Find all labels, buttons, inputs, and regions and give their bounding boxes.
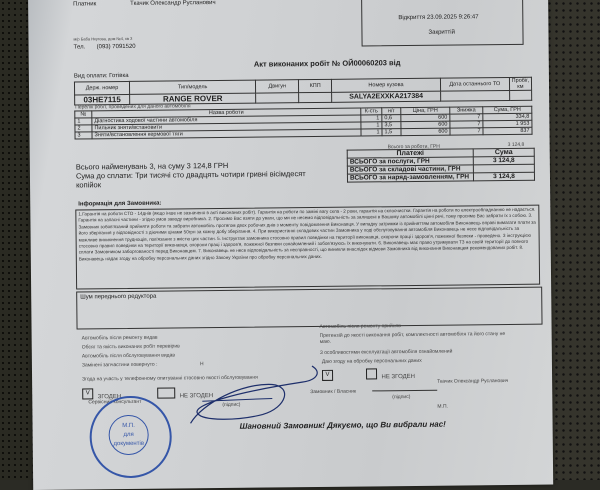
phone-label: Тел. bbox=[73, 44, 86, 51]
works-caption: Перелік робіт, проведених для даного автомобіля bbox=[75, 103, 191, 111]
seal-label: М.П. bbox=[437, 403, 448, 410]
summary-line-1: Всього найменувань 3, на суму 3 124,8 ГРН bbox=[75, 160, 229, 172]
vehicle-header: Держ. номер bbox=[74, 81, 129, 95]
works-header: № bbox=[75, 111, 92, 118]
table-row: 1 Діагностика ходової частини автомобіля 1 0,6 600 7 334,8 bbox=[75, 113, 532, 125]
vehicle-header: КПП bbox=[299, 79, 332, 92]
notes-box bbox=[76, 287, 542, 330]
works-total-value: 3 124,8 bbox=[507, 141, 525, 148]
data-consent-label: Даю згоду на обробку персональних даних bbox=[321, 357, 422, 365]
phone-survey-consent-label: Згода на участь у телефонному опитуванні стосовно якості обслуговування bbox=[82, 374, 258, 383]
mileage bbox=[509, 90, 531, 100]
parts-returned-value: Н bbox=[199, 361, 204, 368]
act-title: Акт виконаних робіт № ОЙ00060203 від bbox=[253, 58, 401, 69]
left-line: Автомобіль після ремонту видав bbox=[81, 334, 158, 342]
info-title: Інформація для Замовника: bbox=[78, 200, 162, 208]
vin: SALYA2EXXKA217384 bbox=[332, 91, 441, 102]
data-disagree-label: НЕ ЗГОДЕН bbox=[381, 373, 416, 381]
seat-edge bbox=[0, 0, 32, 480]
vehicle-header: Двигун bbox=[256, 80, 299, 93]
works-table bbox=[74, 106, 532, 140]
engine bbox=[256, 93, 299, 103]
gearbox bbox=[299, 92, 332, 102]
left-line: Обсяг та якість виконаних робіт перевірив bbox=[81, 343, 180, 351]
service-act-document bbox=[28, 0, 553, 490]
closed-label: Закриттій bbox=[428, 29, 455, 36]
table-row: ВСЬОГО за наряд-замовленням, ГРН 3 124,8 bbox=[347, 172, 534, 182]
right-line: Претензій до якості виконання робіт, комплектності автомобіля та його стану не маю. bbox=[319, 331, 506, 345]
stamp-inner bbox=[108, 415, 148, 455]
notes-text: Шум переднього редуктора bbox=[80, 293, 157, 301]
thanks-message: Шановний Замовник! Дякуємо, що Ви вибрали нас! bbox=[239, 419, 446, 431]
works-header: Назва роботи bbox=[92, 108, 361, 118]
works-header: Ціна, ГРН bbox=[401, 107, 450, 115]
survey-agree-label: ЗГОДЕН bbox=[97, 394, 122, 401]
table-row: 2 Пильник зняти/встановити 1 3,5 600 7 1 953 bbox=[75, 120, 532, 132]
summary-line-2: Сума до сплати: Три тисячі сто двадцять чотири гривні вісімдесят bbox=[75, 169, 306, 181]
company-stamp bbox=[89, 396, 172, 479]
plate-number: 03НЕ7115 bbox=[75, 94, 130, 105]
payments-header: Сума bbox=[473, 148, 534, 157]
data-agree-checkbox[interactable]: V bbox=[322, 370, 333, 381]
works-header: н/г bbox=[382, 108, 401, 115]
table-row: ВСЬОГО за складові частини, ГРН bbox=[347, 164, 534, 174]
info-text: 1.Гарантія на роботи СТО - 14днів (якщо інше не зазначено в акті виконаних робіт). Гарантія на роботи по заміні вагу скла - 2 роки, гарантія на склоочистки. Гарантія на роботи по електрообладнанню не надається. Гарантія на запасні частини - згідно умов заводу виробника. 2. Просимо Вас взяти до уваги, що ми не несемо відповідальність за залишені в Вашому автомобілі цінні речі, тому просимо Вас забрати їх з собою. 3. Замовник зобов'язаний прийняти роботи та забрати автомобіль протягом двох робочих днів з моменту повідомлення Виконавця. У випадку затримки із прийняттям автомобіля Виконавець вправі вимагати плати за його зберігання у відповідності з діючими цінами 50грн за кожну добу зберігання. 4. При використанні складових частин Замовника у ході обслуговування автомобіля Виконавець не несе відповідальність за можливе виникнення труднощів, пов'язаних з якістю цих частин. 5. Інструктаж замовника стосовно правил поведінки на території виконавця, охорони праці і здоров'я, пожежної безпеки - проведено. З інструкцією стосовно правил поведінки на території виконавця, охорони праці і здоров'я, пожежної безпеки ознайомлений і зобов'язуюсь їх виконувати. 6. Виконавець має право утримувати ТЗ на своїй території до повного сплати Замовником заборгованості перед Виконавцем. 7. Виконавець не несе відповідальність за несправності, що виникли внаслідок відмови Замовника від виконання Виконавцем рекомендованих робіт. 8. Виконавець надає згоду на обробку персональних даних згідно Закону України про обробку персональних даних. bbox=[78, 206, 536, 262]
vehicle-header: Пробіг, км bbox=[509, 77, 531, 90]
table-row: 3 Зняти/встановлення кермової тяги 1 1,5 600 7 837 bbox=[75, 127, 532, 139]
left-line: Автомобіль після обслуговування видав bbox=[81, 352, 176, 360]
opened-timestamp: Відкриття 23.09.2025 9:26:47 bbox=[398, 14, 479, 22]
vehicle-header: Тип/модель bbox=[129, 80, 256, 94]
vehicle-header: Номер кузова bbox=[332, 78, 441, 92]
open-close-box bbox=[361, 0, 524, 47]
table-row: ВСЬОГО за послуги, ГРН 3 124,8 bbox=[347, 156, 534, 166]
right-line: З особливостями експлуатації автомобіля ознайомлений bbox=[319, 348, 453, 356]
customer-signature-line bbox=[372, 390, 437, 392]
advisor-signature-caption: (підпис) bbox=[222, 401, 241, 408]
right-line: Автомобіль після ремонту прийняв bbox=[319, 323, 401, 330]
survey-agree-checkbox[interactable]: V bbox=[82, 389, 93, 400]
model: RANGE ROVER bbox=[130, 93, 257, 104]
last-service-date bbox=[440, 90, 509, 101]
left-line: Замінені запчастини повернуто : bbox=[81, 361, 158, 369]
data-disagree-checkbox[interactable] bbox=[366, 369, 377, 380]
vehicle-header: Дата останнього ТО bbox=[440, 77, 509, 91]
survey-disagree-label: НЕ ЗГОДЕН bbox=[179, 393, 214, 400]
customer-label: Замовник / Власник bbox=[310, 388, 357, 396]
summary-line-3: копійок bbox=[75, 180, 101, 190]
payments-header: Платежі bbox=[347, 149, 473, 158]
payments-table bbox=[347, 148, 535, 183]
info-box bbox=[75, 205, 540, 290]
survey-disagree-checkbox[interactable] bbox=[157, 388, 175, 399]
payer-label: Платник bbox=[73, 1, 97, 8]
stamp-inner-text: М.П. для документів bbox=[113, 422, 145, 448]
works-header: К-сть bbox=[361, 108, 382, 115]
payer-address: м/р Бабa Нкугова, дом №4, кв 3 bbox=[73, 35, 133, 42]
works-total-label: Всього за роботи, ГРН bbox=[387, 143, 440, 151]
service-advisor-label: Сервісний консультант bbox=[88, 398, 142, 406]
phone-number: (093) 7091520 bbox=[96, 43, 136, 51]
customer-name: Ткачик Олександр Русланович bbox=[437, 377, 509, 385]
vehicle-table bbox=[74, 77, 532, 106]
customer-signature-caption: (підпис) bbox=[392, 394, 411, 401]
works-header: Знижка bbox=[450, 107, 483, 114]
payer-name: Ткачик Олександр Русланович bbox=[130, 0, 216, 7]
payment-type: Вид оплати: Готівка bbox=[73, 72, 129, 80]
data-disagree-option[interactable] bbox=[366, 365, 415, 384]
works-header: Сума, ГРН bbox=[483, 106, 532, 114]
